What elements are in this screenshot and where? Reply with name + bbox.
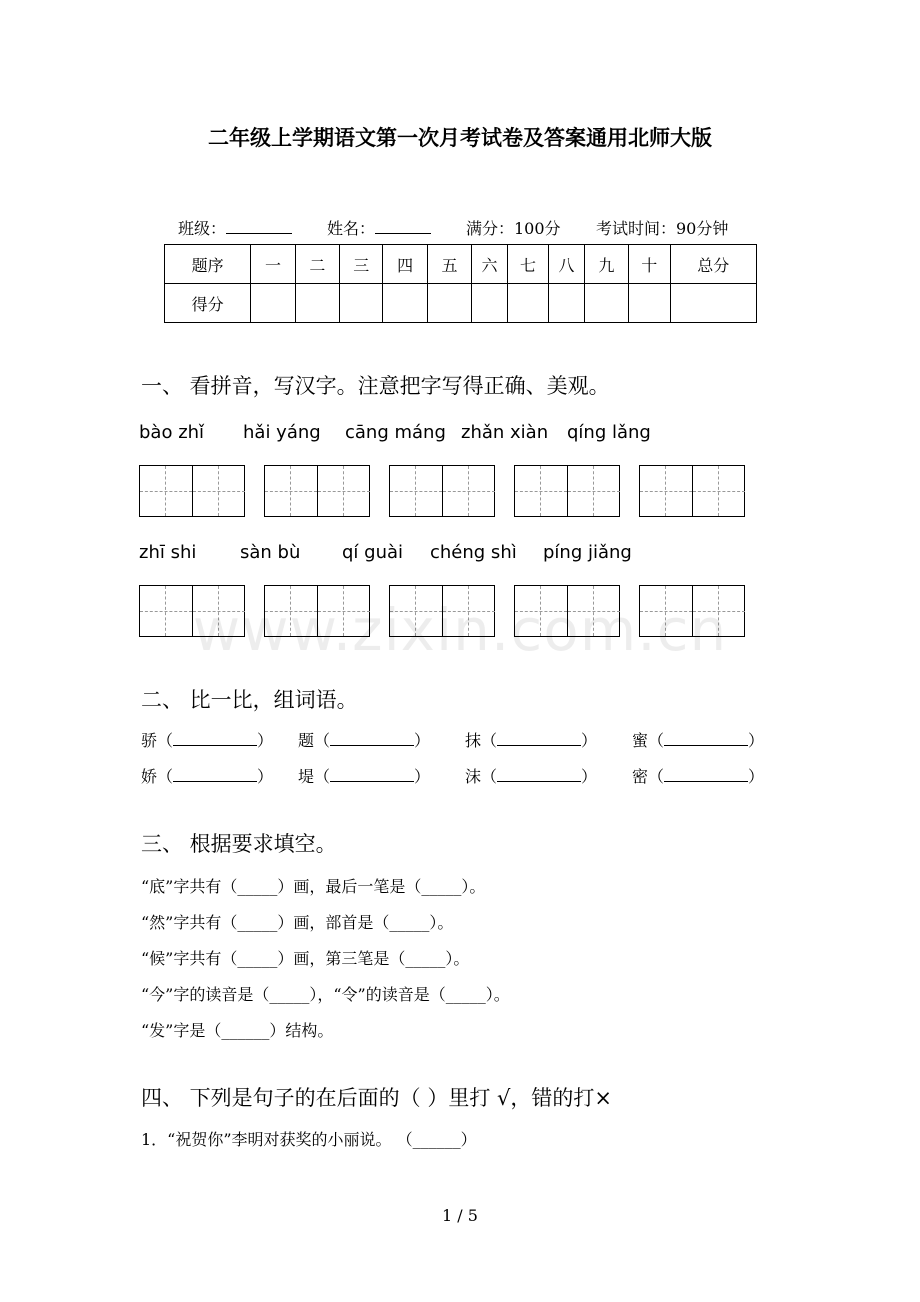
class-label: 班级： — [178, 216, 292, 239]
pinyin-label: cāng máng — [345, 422, 446, 443]
score-table-header-row — [165, 245, 757, 284]
question-1: 1．“祝贺你”李明对获奖的小丽说。 （______） — [141, 1130, 477, 1149]
answer-blank[interactable] — [173, 731, 257, 746]
fill-blank-line: “然”字共有（_____）画，部首是（_____）。 — [141, 913, 454, 932]
compare-char: 密 — [632, 767, 649, 786]
compare-char: 沫 — [465, 767, 482, 786]
word-group-item: 密（ ） — [632, 767, 765, 786]
score-cell[interactable] — [507, 284, 548, 323]
table-header-cell: 三 — [340, 245, 383, 284]
score-cell[interactable] — [584, 284, 628, 323]
answer-blank[interactable] — [330, 731, 414, 746]
score-cell[interactable] — [472, 284, 508, 323]
table-row-label: 得分 — [165, 284, 251, 323]
score-cell[interactable] — [295, 284, 339, 323]
fill-blank-line: “候”字共有（_____）画，第三笔是（_____）。 — [141, 949, 470, 968]
pinyin-label: sàn bù — [240, 542, 301, 563]
score-cell[interactable] — [340, 284, 383, 323]
section-2-title: 二、 比一比，组词语。 — [141, 688, 358, 712]
word-group-item: 蜜（ ） — [632, 731, 765, 750]
table-header-cell: 题序 — [165, 245, 251, 284]
fill-blank-line: “底”字共有（_____）画，最后一笔是（_____）。 — [141, 877, 486, 896]
pinyin-label: qí guài — [342, 542, 404, 563]
pinyin-label: chéng shì — [430, 542, 517, 563]
section-4-title: 四、 下列是句子的在后面的（ ）里打 √，错的打× — [141, 1086, 613, 1110]
score-table — [164, 244, 757, 323]
compare-char: 题 — [298, 731, 315, 750]
full-score-label: 满分：100分 — [466, 219, 561, 238]
table-header-cell: 八 — [549, 245, 585, 284]
score-cell[interactable] — [629, 284, 670, 323]
table-header-cell: 四 — [383, 245, 427, 284]
table-header-cell: 五 — [427, 245, 471, 284]
score-table-row — [165, 284, 757, 323]
answer-blank[interactable] — [173, 767, 257, 782]
answer-blank[interactable] — [497, 731, 581, 746]
section-1-title: 一、 看拼音，写汉字。注意把字写得正确、美观。 — [141, 374, 610, 398]
score-cell[interactable] — [383, 284, 427, 323]
writing-grid-box[interactable] — [514, 465, 620, 517]
word-group-item: 抹（ ） — [465, 731, 598, 750]
answer-blank[interactable] — [497, 767, 581, 782]
answer-blank[interactable] — [664, 767, 748, 782]
pinyin-label: bào zhǐ — [139, 422, 205, 443]
page-title: 二年级上学期语文第一次月考试卷及答案通用北师大版 — [208, 125, 712, 150]
page-number: 1 / 5 — [442, 1206, 478, 1225]
compare-char: 娇 — [141, 767, 158, 786]
watermark: www.zixin.com.cn — [192, 596, 728, 664]
answer-blank[interactable] — [330, 767, 414, 782]
writing-grid-box[interactable] — [639, 465, 745, 517]
exam-time-label: 考试时间：90分钟 — [596, 219, 729, 238]
score-cell[interactable] — [549, 284, 585, 323]
pinyin-label: qíng lǎng — [567, 422, 651, 443]
word-group-item: 娇（ ） — [141, 767, 274, 786]
table-header-cell: 总分 — [670, 245, 756, 284]
word-group-item: 堤（ ） — [298, 767, 431, 786]
table-header-cell: 十 — [629, 245, 670, 284]
compare-char: 堤 — [298, 767, 315, 786]
compare-char: 抹 — [465, 731, 482, 750]
table-header-cell: 九 — [584, 245, 628, 284]
word-group-item: 题（ ） — [298, 731, 431, 750]
word-group-item: 沫（ ） — [465, 767, 598, 786]
table-header-cell: 二 — [295, 245, 339, 284]
compare-char: 蜜 — [632, 731, 649, 750]
fill-blank-line: “发”字是（______）结构。 — [141, 1021, 334, 1040]
score-cell[interactable] — [670, 284, 756, 323]
table-header-cell: 一 — [251, 245, 295, 284]
name-label: 姓名： — [327, 216, 431, 239]
answer-blank[interactable] — [664, 731, 748, 746]
table-header-cell: 七 — [507, 245, 548, 284]
word-group-item: 骄（ ） — [141, 731, 274, 750]
pinyin-label: zhī shi — [139, 542, 197, 563]
score-cell[interactable] — [251, 284, 295, 323]
pinyin-label: hǎi yáng — [243, 422, 321, 443]
compare-char: 骄 — [141, 731, 158, 750]
fill-blank-line: “今”字的读音是（_____），“令”的读音是（_____）。 — [141, 985, 510, 1004]
writing-grid-box[interactable] — [389, 465, 495, 517]
section-3-title: 三、 根据要求填空。 — [141, 832, 337, 856]
score-cell[interactable] — [427, 284, 471, 323]
pinyin-label: píng jiǎng — [543, 542, 632, 563]
writing-grid-box[interactable] — [264, 465, 370, 517]
writing-grid-box[interactable] — [139, 465, 245, 517]
pinyin-label: zhǎn xiàn — [461, 422, 549, 443]
table-header-cell: 六 — [472, 245, 508, 284]
